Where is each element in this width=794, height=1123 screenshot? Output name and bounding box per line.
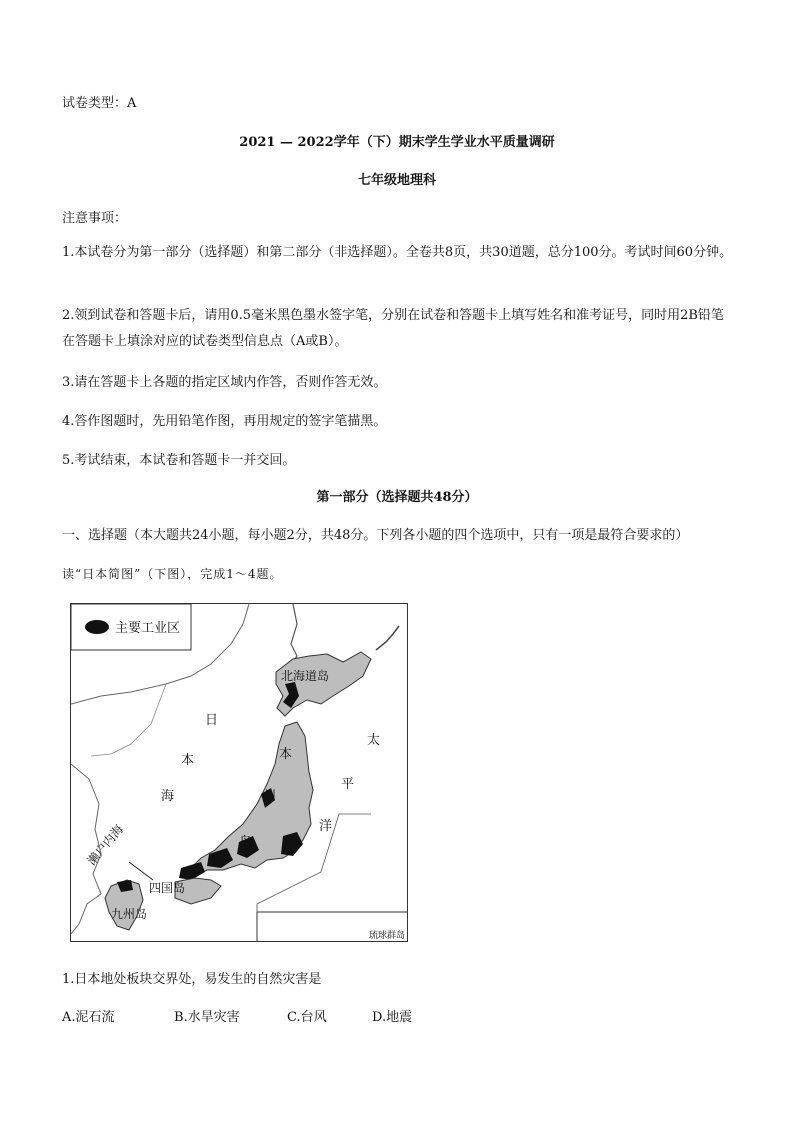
sakhalin [291,604,297,664]
option-b[interactable]: B.水旱灾害 [174,1010,240,1025]
label-pacific-yang: 洋 [319,819,333,834]
label-setonaikai: 濑户内海 [84,822,127,868]
notice-2: 2.领到试卷和答题卡后，请用0.5毫米黑色墨水签字笔，分别在试卷和答题卡上填写姓名和准考证号，同时用2B铅笔在答题卡上填涂对应的试卷类型信息点（A或B）。 [62,308,724,349]
mainland-inner-coast [91,684,166,756]
map-instruction: 读“日本简图”（下图），完成1～4题。 [62,567,283,581]
label-honshu-zhou: 州 [263,789,277,804]
notice-1: 1.本试卷分为第一部分（选择题）和第二部分（非选择题）。全卷共8页，共30道题，总分100分。考试时间60分钟。 [62,245,733,260]
label-pacific-tai: 太 [367,733,381,748]
notice-heading: 注意事项： [62,211,128,226]
notice-4: 4.答作图题时，先用铅笔作图，再用规定的签字笔描黑。 [62,414,387,429]
question-1-stem: 1.日本地处板块交界处，易发生的自然灾害是 [62,972,322,987]
label-hokkaido: 北海道岛 [281,669,330,683]
part1-title: 第一部分（选择题共48分） [316,490,478,505]
label-shikoku: 四国岛 [149,881,186,895]
exam-subtitle: 七年级地理科 [357,173,436,188]
label-honshu-ben: 本 [279,747,293,762]
label-kyushu: 九州岛 [111,907,148,921]
label-sea-hai: 海 [161,789,175,804]
kuril-islands [376,626,399,650]
paper-type: 试卷类型：A [62,96,137,111]
option-a[interactable]: A.泥石流 [62,1010,115,1025]
setouchi-industrial-zone [179,862,205,880]
legend-swatch [85,620,109,634]
label-sea-ben: 本 [181,753,195,768]
label-pacific-ping: 平 [341,777,355,792]
section1-intro: 一、选择题（本大题共24小题，每小题2分，共48分。下列各小题的四个选项中，只有一项是最符合要求的） [62,528,689,543]
notice-3: 3.请在答题卡上各题的指定区域内作答，否则作答无效。 [62,375,387,390]
honshu-island [187,722,313,880]
notice-5: 5.考试结束，本试卷和答题卡一并交回。 [62,453,296,468]
legend-label: 主要工业区 [115,621,181,636]
exam-title: 2021 — 2022学年（下）期末学生学业水平质量调研 [239,135,555,150]
japan-map-drawing [71,604,408,942]
label-honshu-dao: 岛 [239,835,253,850]
setonaikai-arrow [129,862,153,880]
label-ryukyu: 琉球群岛 [369,931,406,941]
label-sea-ri: 日 [205,713,219,728]
option-d[interactable]: D.地震 [372,1010,413,1025]
japan-map [70,603,408,942]
option-c[interactable]: C.台风 [287,1010,327,1025]
